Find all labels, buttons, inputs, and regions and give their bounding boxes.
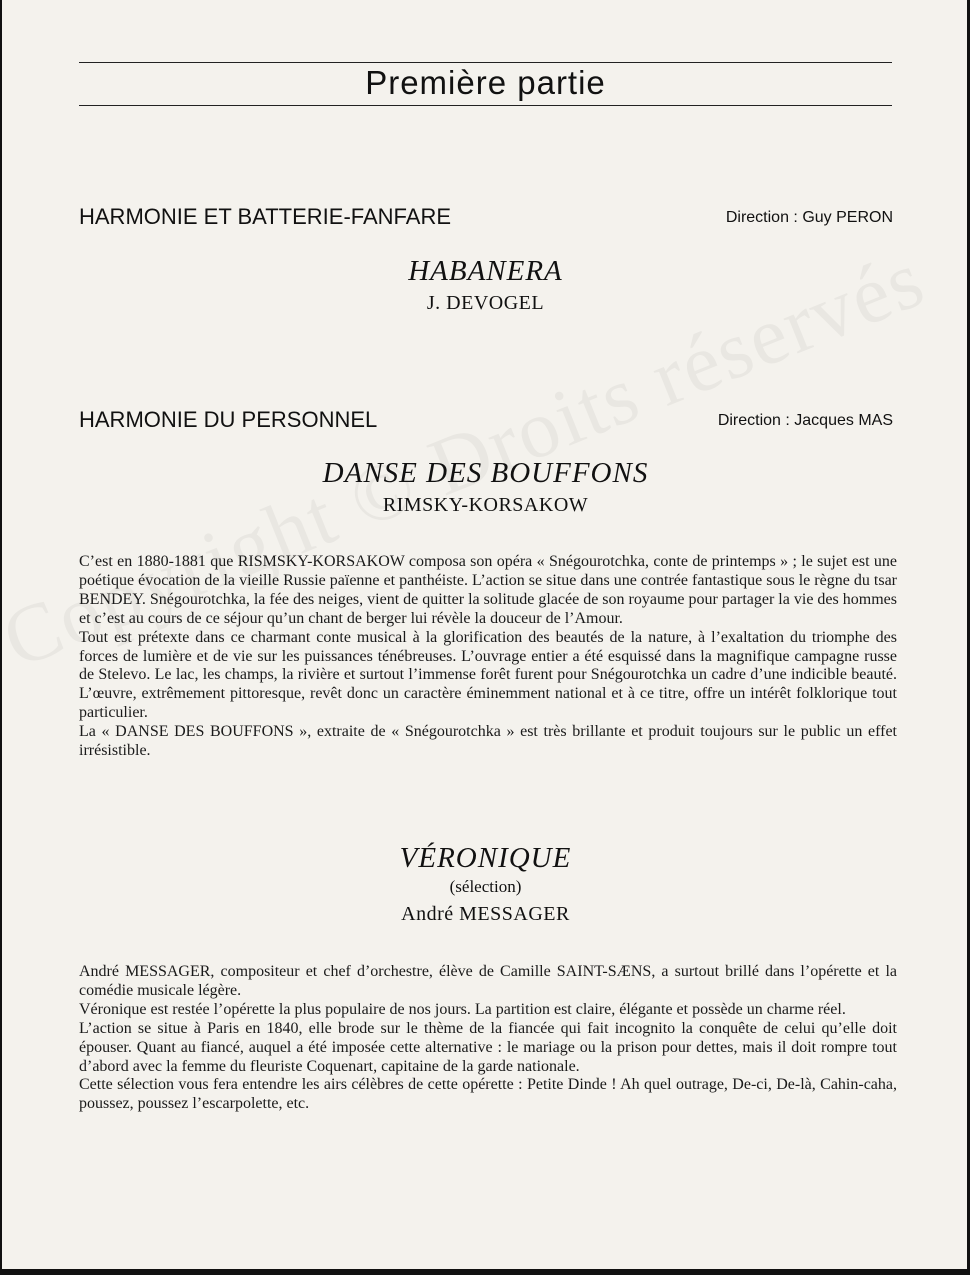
paragraph: Tout est prétexte dans ce charmant conte musical à la glorification des beautés de la nature, à l’exaltation du triomphe des forces de lumière et de vie sur les puissances ténébreuses. L’ouvrage entier a été esquissé dans la magnifique campagne russe de Stelevo. Le lac, les champs, la rivière et surtout l’immense forêt furent pour Snégourotchka un cadre d’une indicible beauté. L’œuvre, extrêmement pittoresque, revêt donc un caractère éminemment national et à ce titre, offre un intérêt folklorique tout particulier. <box>79 628 897 722</box>
ensemble-heading-1: HARMONIE ET BATTERIE-FANFARE <box>79 204 452 229</box>
scan-edge-bottom <box>0 1269 970 1275</box>
program-note-veronique <box>79 963 897 1114</box>
piece-title-veronique: VÉRONIQUE <box>399 842 572 874</box>
direction-1: Direction : Guy PERON <box>725 209 893 226</box>
ensemble-heading-2: HARMONIE DU PERSONNEL <box>79 407 378 432</box>
title-rule <box>79 105 892 106</box>
composer-messager: André MESSAGER <box>401 903 570 925</box>
program-note-bouffons <box>79 553 897 761</box>
paragraph: Véronique est restée l’opérette la plus populaire de nos jours. La partition est claire, élégante et possède un charme réel. <box>79 1000 846 1018</box>
piece-subtitle-selection: (sélection) <box>449 877 522 896</box>
piece-title-habanera: HABANERA <box>408 255 563 287</box>
composer-devogel: J. DEVOGEL <box>426 292 545 314</box>
paragraph: L’action se situe à Paris en 1840, elle brode sur le thème de la fiancée qui fait incognito la conquête de celui qu’elle doit épouser. Quant au fiancé, auquel a été imposée cette alternative : le mariage ou la prison pour dettes, mais il doit rompre tout d’abord avec la femme du fleuriste Coquenart, capitaine de la garde nationale. <box>79 1019 897 1075</box>
top-rule <box>79 62 892 63</box>
paragraph: C’est en 1880-1881 que RISMSKY-KORSAKOW composa son opéra « Snégourotchka, conte de printemps » ; le sujet est une poétique évocation de la vieille Russie païenne et panthéiste. L’action se situe dans une contrée fantastique sous le règne du tsar BENDEY. Snégourotchka, la fée des neiges, vient de quitter la solitude glacée de son royaume pour partager la vie des hommes et c’est au cours de ce séjour qu’un chant de berger lui révèle la douceur de l’Amour. <box>79 553 897 627</box>
direction-2: Direction : Jacques MAS <box>717 412 893 429</box>
scan-edge-left <box>0 0 2 1275</box>
composer-rimsky-korsakow: RIMSKY-KORSAKOW <box>382 494 589 516</box>
piece-title-danse-des-bouffons: DANSE DES BOUFFONS <box>322 457 649 489</box>
paragraph: Cette sélection vous fera entendre les airs célèbres de cette opérette : Petite Dinde ! Ah quel outrage, De-ci, De-là, Cahin-caha, poussez, poussez l’escarpolette, etc. <box>79 1076 897 1113</box>
paragraph: La « DANSE DES BOUFFONS », extraite de « Snégourotchka » est très brillante et produit toujours sur le public un effet irrésistible. <box>79 723 897 760</box>
page-title: Première partie <box>365 64 606 101</box>
paragraph: André MESSAGER, compositeur et chef d’orchestre, élève de Camille SAINT-SÆNS, a surtout brillé dans l’opérette et la comédie musicale légère. <box>79 963 897 999</box>
